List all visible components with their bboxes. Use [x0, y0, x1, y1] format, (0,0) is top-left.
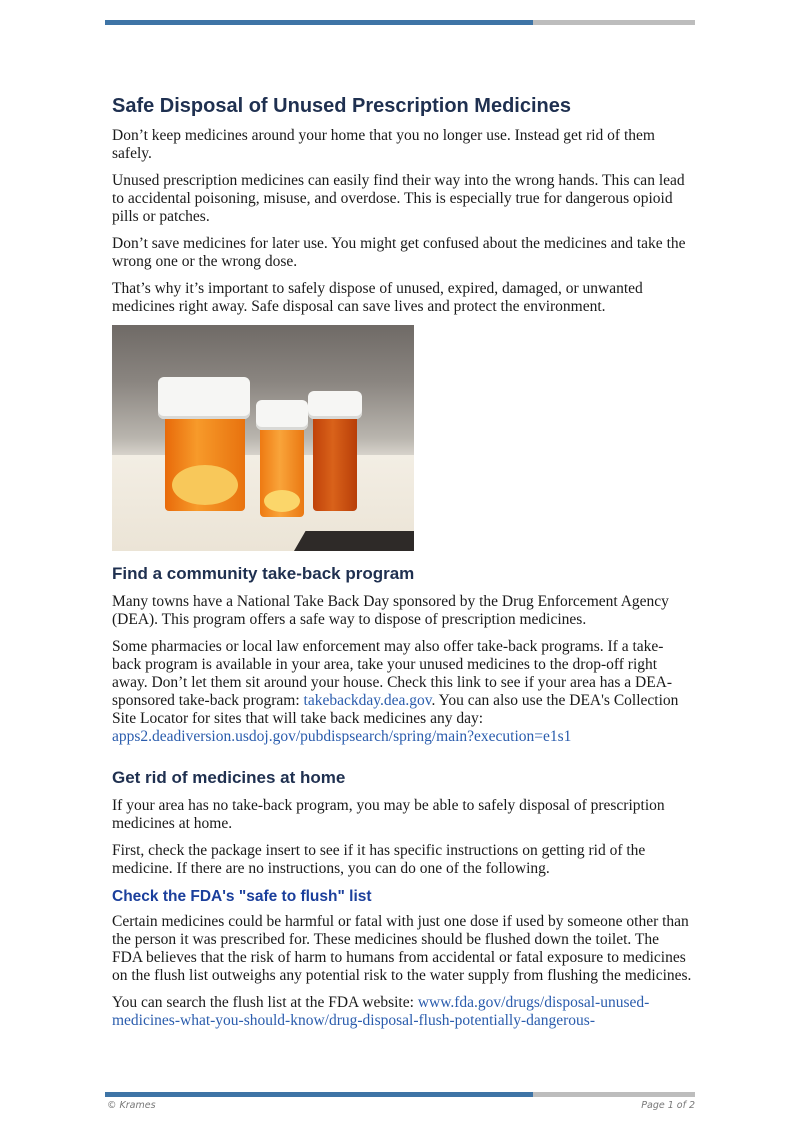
pill-bottles-photo: [112, 325, 414, 551]
pills: [172, 465, 238, 505]
takebackday-link[interactable]: takebackday.dea.gov: [303, 692, 432, 709]
takeback-paragraph-1: Many towns have a National Take Back Day sponsored by the Drug Enforcement Agency (DEA). This program offers a safe way to dispose of prescription medicines.: [112, 593, 669, 628]
footer-rule-secondary: [533, 1092, 695, 1097]
home-paragraph-1: If your area has no take-back program, you may be able to safely disposal of prescription medicines at home.: [112, 797, 665, 832]
flush-paragraph-1: Certain medicines could be harmful or fatal with just one dose if used by someone other than the person it was prescribed for. These medicines should be flushed down the toilet. The FDA believes that the risk of harm to humans from accidental or fatal exposure to medicines on the flush list outweighs any potential risk to the water supply from flushing the medicines.: [112, 913, 692, 984]
page-number: Page 1 of 2: [641, 1100, 695, 1111]
medium-bottle-cap: [256, 400, 308, 430]
document-body: [112, 94, 692, 1039]
page-footer: [107, 1100, 695, 1111]
takeback-paragraph-2: Some pharmacies or local law enforcement may also offer take-back programs. If a take-back program is available in your area, take your unused medicines to the drop-off right away. Don’t let them sit around your house. Check this link to see if your area has a DEA-sponsored take-back program: takebackday.dea.gov. You can also use the DEA's Collection Site Locator for sites that will take back medicines any day: apps2.deadiversion.usdoj.gov/pubdispsearch/spring/main?execution=e1s1: [112, 638, 679, 745]
page-title: Safe Disposal of Unused Prescription Medicines: [112, 95, 572, 117]
header-rule-primary: [105, 20, 533, 25]
footer-rule: [105, 1092, 695, 1097]
section-heading-home: Get rid of medicines at home: [112, 768, 346, 787]
footer-rule-primary: [105, 1092, 533, 1097]
home-paragraph-2: First, check the package insert to see if it has specific instructions on getting rid of the medicine. If there are no instructions, you can do one of the following.: [112, 842, 646, 877]
collection-site-locator-link[interactable]: apps2.deadiversion.usdoj.gov/pubdispsearch/spring/main?execution=e1s1: [112, 728, 572, 745]
small-bottle-cap: [308, 391, 362, 419]
fda-flush-list-link[interactable]: www.fda.gov/drugs/disposal-unused-medicines-what-you-should-know/drug-disposal-flush-potentially-dangerous-: [112, 994, 650, 1029]
header-rule: [105, 20, 695, 25]
intro-paragraph-4: That’s why it’s important to safely dispose of unused, expired, damaged, or unwanted medicines right away. Safe disposal can save lives and protect the environment.: [112, 280, 643, 315]
section-heading-takeback: Find a community take-back program: [112, 564, 415, 583]
header-rule-secondary: [533, 20, 695, 25]
spacer: [112, 755, 692, 767]
small-pill-bottle: [313, 413, 357, 511]
large-bottle-cap: [158, 377, 250, 419]
copyright: © Krames: [107, 1100, 156, 1111]
pills: [264, 490, 300, 512]
intro-paragraph-2: Unused prescription medicines can easily find their way into the wrong hands. This can lead to accidental poisoning, misuse, and overdose. This is especially true for dangerous opioid pills or patches.: [112, 172, 685, 225]
flush-paragraph-2: You can search the flush list at the FDA website: www.fda.gov/drugs/disposal-unused-medicines-what-you-should-know/drug-disposal-flush-potentially-dangerous-: [112, 994, 650, 1029]
subheading-flush-list: Check the FDA's "safe to flush" list: [112, 888, 372, 905]
intro-paragraph-3: Don’t save medicines for later use. You might get confused about the medicines and take the wrong one or the wrong dose.: [112, 235, 686, 270]
intro-paragraph-1: Don’t keep medicines around your home that you no longer use. Instead get rid of them safely.: [112, 127, 655, 162]
table-edge: [294, 531, 414, 551]
